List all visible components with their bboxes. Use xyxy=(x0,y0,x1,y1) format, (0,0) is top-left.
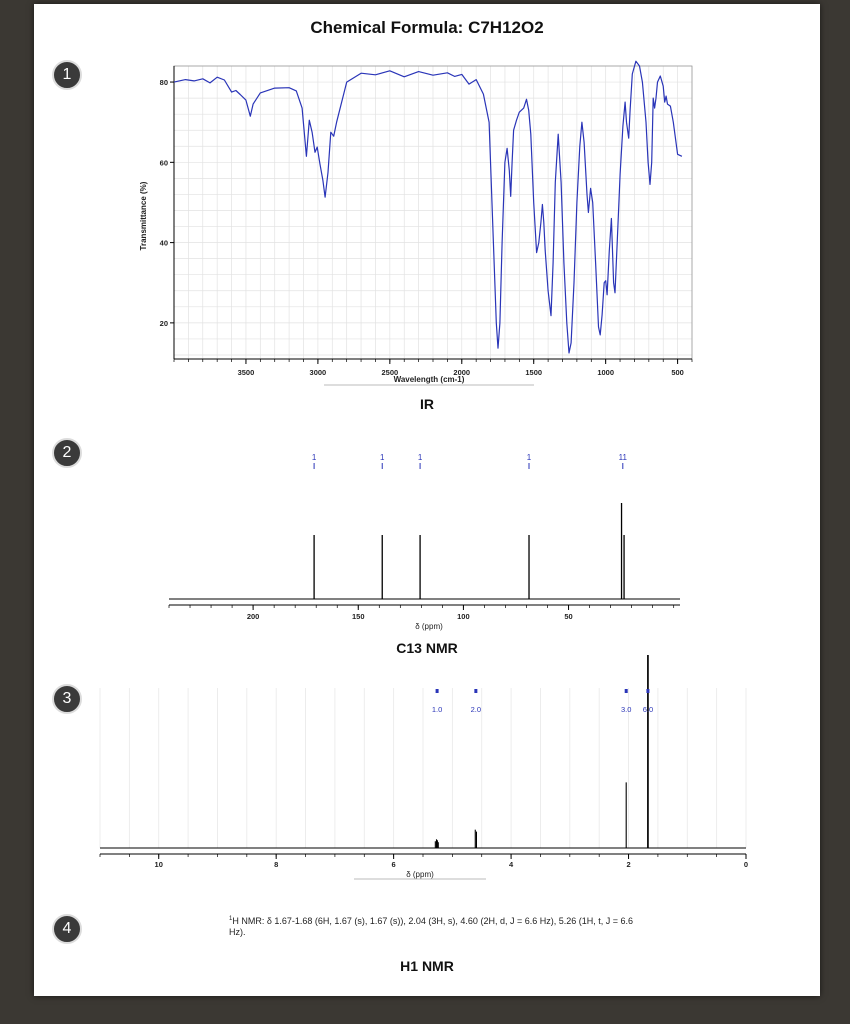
ir-y-tick-label: 40 xyxy=(159,238,168,248)
c13-x-tick-label: 50 xyxy=(564,612,573,621)
h1-nmr-description-text: H NMR: δ 1.67-1.68 (6H, 1.67 (s), 1.67 (s)), 2.04 (3H, s), 4.60 (2H, d, J = 6.6 Hz), 5.26 (1H, t, J = 6.6 Hz). xyxy=(229,916,634,937)
h1-x-tick-label: 10 xyxy=(154,860,163,869)
c13-peak-count-label: 1 xyxy=(311,453,317,462)
ir-spectrum-chart xyxy=(34,4,820,996)
c13-peak-count-label: 1 xyxy=(417,453,423,462)
ir-x-tick-label: 1500 xyxy=(525,368,543,377)
ir-section-label: IR xyxy=(420,396,434,412)
h1-section-label: H1 NMR xyxy=(400,958,454,974)
h1-x-tick-label: 2 xyxy=(626,860,631,869)
c13-peak-count-label: 1 xyxy=(526,453,532,462)
c13-x-tick-label: 100 xyxy=(457,612,470,621)
section-number-1: 1 xyxy=(52,60,82,90)
h1-x-tick-label: 4 xyxy=(509,860,514,869)
h1-x-tick-label: 6 xyxy=(391,860,396,869)
section-number-4: 4 xyxy=(52,914,82,944)
c13-peak-count-label: 11 xyxy=(618,453,627,462)
ir-x-axis-label: Wavelength (cm-1) xyxy=(393,375,465,384)
h1-x-tick-label: 8 xyxy=(274,860,279,869)
h1-integral-marker xyxy=(436,689,439,693)
h1-x-tick-label: 0 xyxy=(743,860,749,869)
ir-x-tick-label: 3000 xyxy=(309,368,327,377)
section-number-2: 2 xyxy=(52,438,82,468)
h1-integral-label: 2.0 xyxy=(470,705,482,714)
ir-y-axis-label: Transmittance (%) xyxy=(139,181,148,251)
spectra-sheet xyxy=(34,4,820,996)
section-number-3: 3 xyxy=(52,684,82,714)
h1-nmr-superscript: 1 xyxy=(229,916,233,922)
h1-x-axis-label: δ (ppm) xyxy=(406,870,434,879)
ir-x-tick-label: 3500 xyxy=(237,368,255,377)
page-title: Chemical Formula: C7H12O2 xyxy=(310,18,544,37)
c13-x-axis-label: δ (ppm) xyxy=(415,622,443,631)
h1-integral-label: 3.0 xyxy=(620,705,632,714)
ir-x-tick-label: 2500 xyxy=(381,368,399,377)
ir-y-tick-label: 80 xyxy=(159,78,168,88)
h1-integral-label: 6.0 xyxy=(642,705,654,714)
c13-x-tick-label: 200 xyxy=(246,612,260,621)
h1-integral-marker xyxy=(625,689,628,693)
c13-section-label: C13 NMR xyxy=(396,640,458,656)
h1-integral-marker xyxy=(474,689,477,693)
c13-x-tick-label: 150 xyxy=(352,612,365,621)
ir-x-tick-label: 500 xyxy=(671,368,684,377)
ir-y-tick-label: 60 xyxy=(159,158,168,168)
ir-x-tick-label: 1000 xyxy=(597,368,615,377)
ir-y-tick-label: 20 xyxy=(159,318,168,328)
h1-nmr-description xyxy=(229,914,649,938)
c13-peak-count-label: 1 xyxy=(380,453,385,462)
h1-integral-label: 1.0 xyxy=(431,705,443,714)
h1-integral-marker xyxy=(646,689,649,693)
ir-x-tick-label: 2000 xyxy=(453,368,471,377)
